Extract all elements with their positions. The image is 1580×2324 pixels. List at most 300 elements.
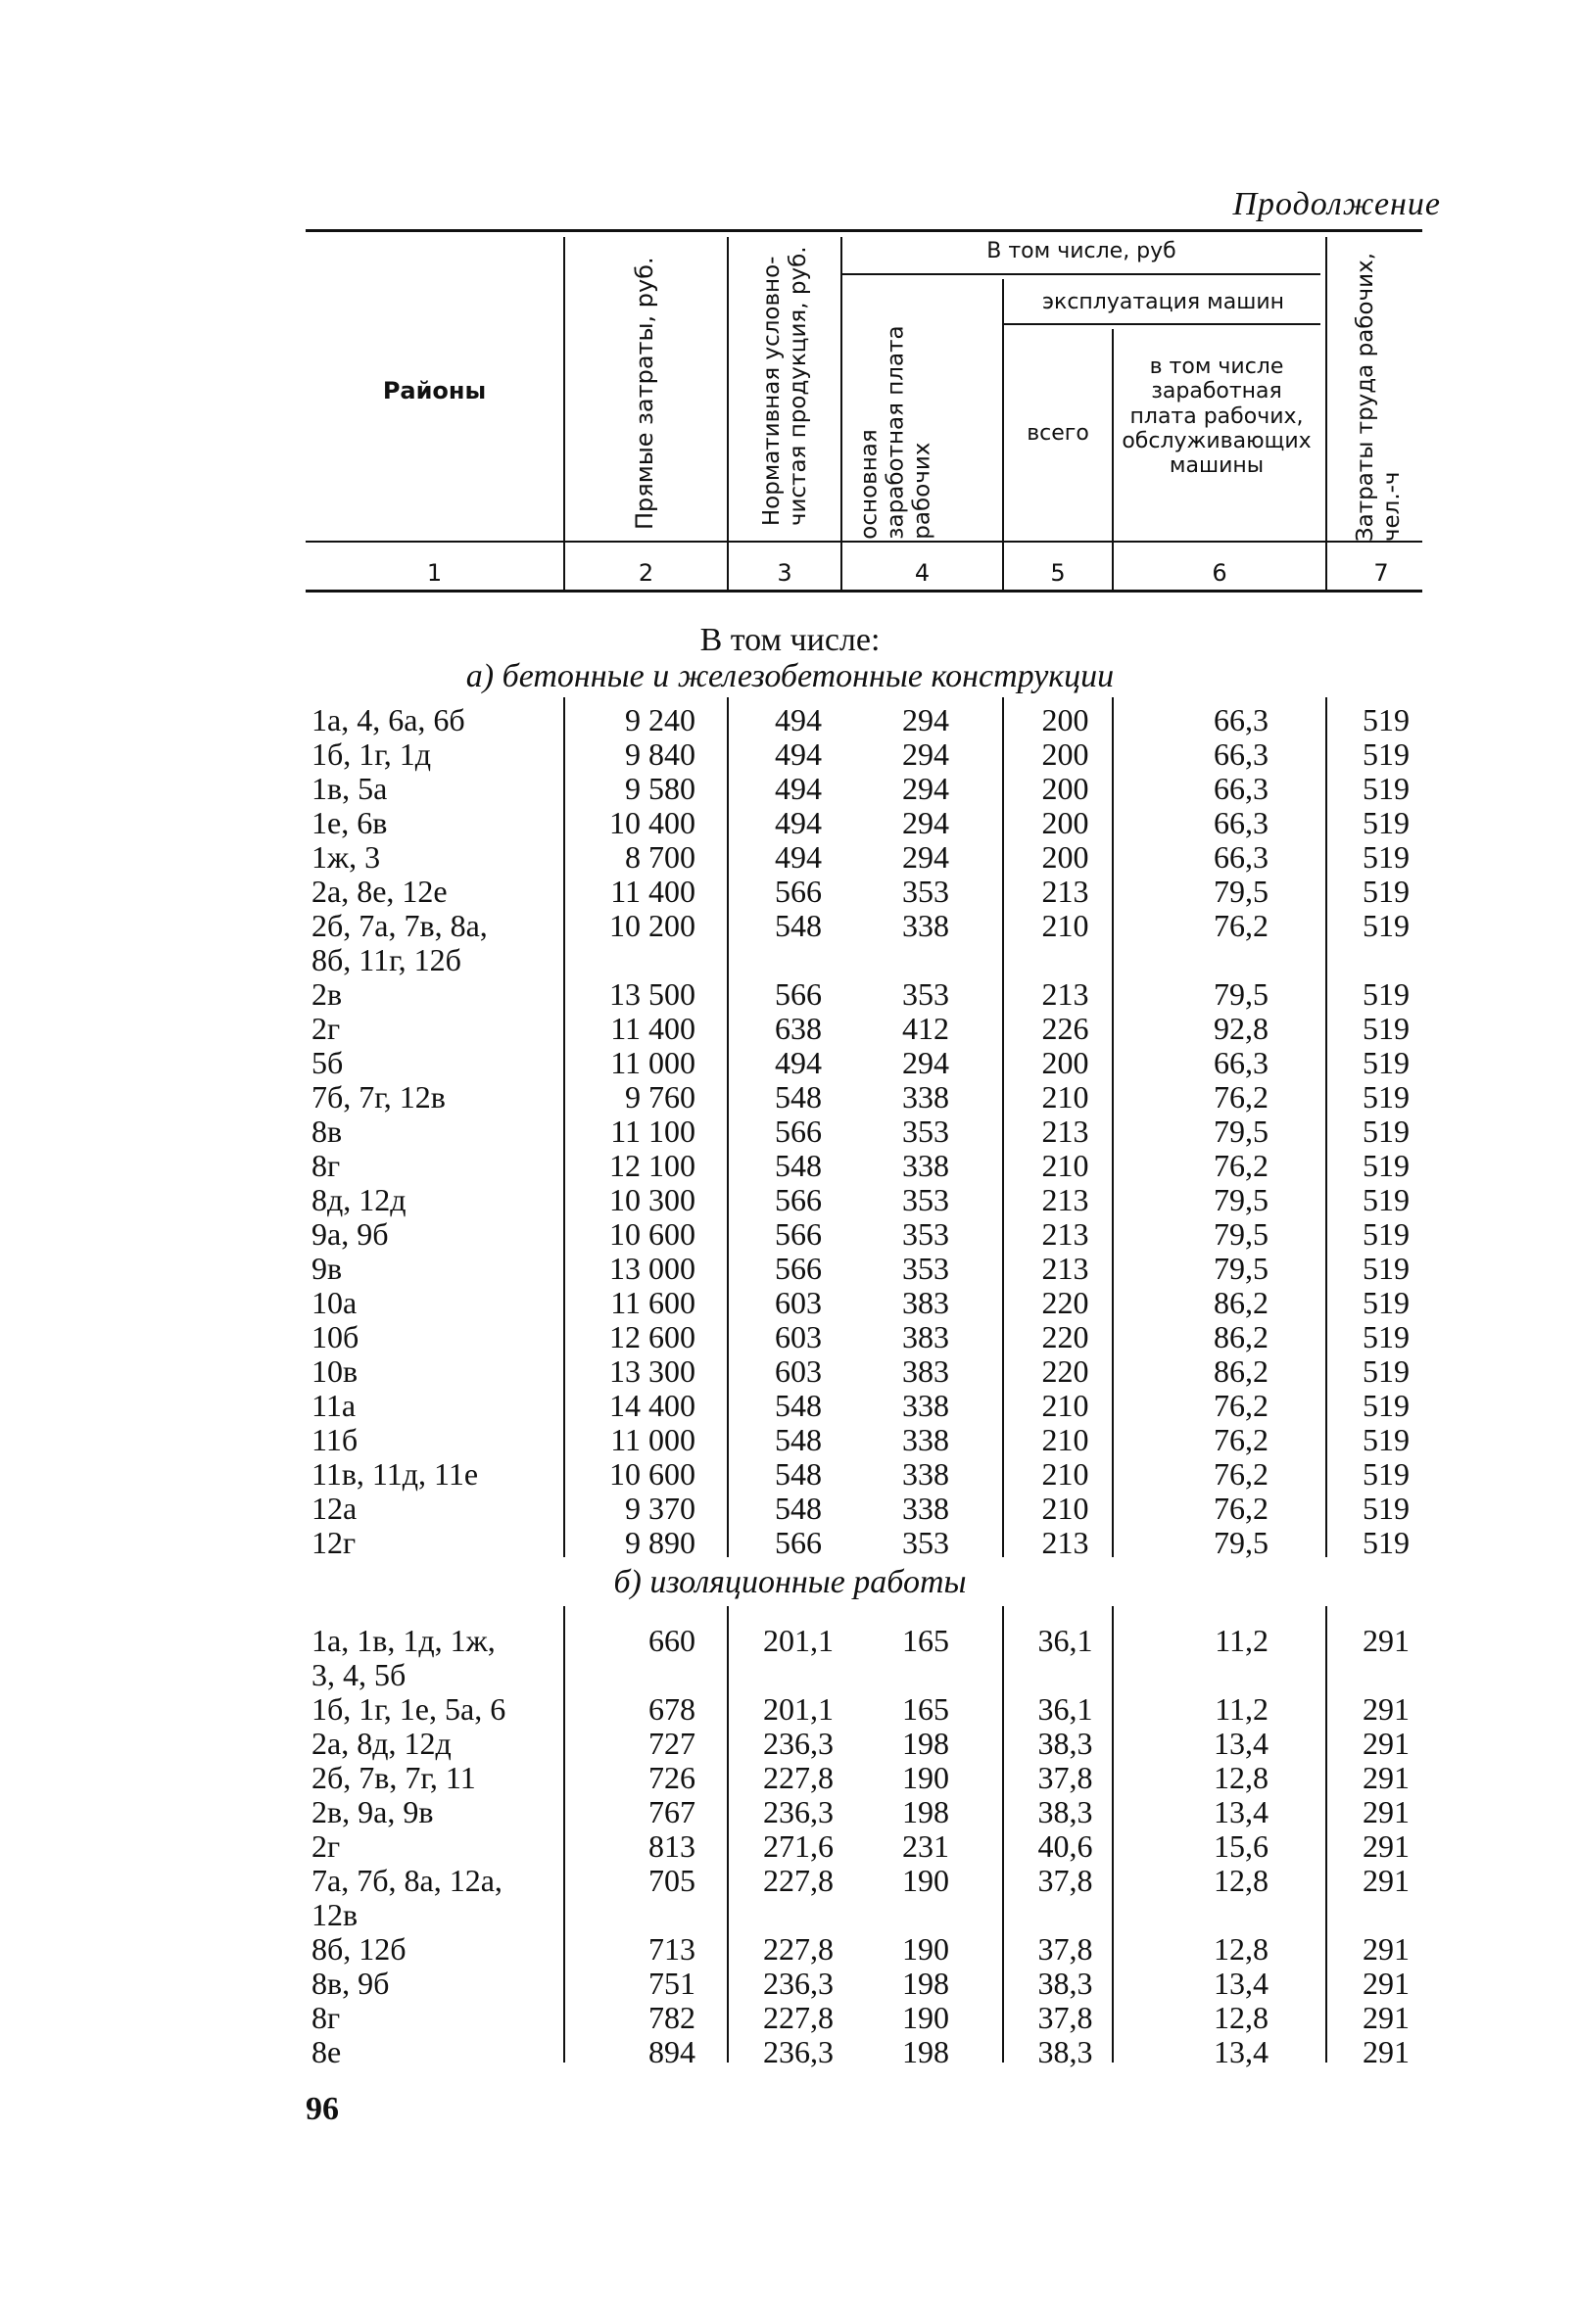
base-wages-cell: 383 bbox=[902, 1285, 949, 1320]
table-row bbox=[0, 1252, 1580, 1286]
continuation-label: Продолжение bbox=[1232, 186, 1441, 222]
machine-wages-cell: 11,2 bbox=[1215, 1623, 1269, 1658]
machines-total-cell: 210 bbox=[1041, 1148, 1089, 1183]
machine-wages-cell: 12,8 bbox=[1214, 2000, 1269, 2035]
base-wages-cell: 190 bbox=[902, 1931, 949, 1967]
header-divider bbox=[727, 237, 729, 590]
normative-product-cell: 201,1 bbox=[763, 1623, 834, 1658]
base-wages-cell: 294 bbox=[902, 839, 949, 875]
labor-costs-cell: 519 bbox=[1363, 805, 1410, 840]
machines-total-cell: 36,1 bbox=[1037, 1623, 1093, 1658]
header-machine-wages: в том числе заработная плата рабочих, обслуживающих машины bbox=[1122, 355, 1312, 479]
district-cell: 2б, 7а, 7в, 8а, bbox=[311, 908, 488, 943]
labor-costs-cell: 291 bbox=[1363, 1691, 1410, 1727]
header-districts: Районы bbox=[382, 377, 487, 404]
header-labor-costs: Затраты труда рабочих, чел.-ч bbox=[1352, 252, 1405, 543]
table-row bbox=[0, 1692, 1580, 1727]
table-row bbox=[0, 1183, 1580, 1217]
labor-costs-cell: 291 bbox=[1363, 1726, 1410, 1761]
machine-wages-cell: 79,5 bbox=[1214, 1114, 1269, 1149]
table-row bbox=[0, 875, 1580, 909]
column-number: 6 bbox=[1212, 559, 1227, 587]
table-row bbox=[0, 1624, 1580, 1692]
table-row bbox=[0, 1217, 1580, 1252]
labor-costs-cell: 519 bbox=[1363, 771, 1410, 806]
normative-product-cell: 271,6 bbox=[763, 1828, 834, 1864]
district-cell: 8г bbox=[311, 1148, 341, 1183]
machine-wages-cell: 79,5 bbox=[1214, 1216, 1269, 1252]
base-wages-cell: 353 bbox=[902, 874, 949, 909]
machine-wages-cell: 76,2 bbox=[1214, 1148, 1269, 1183]
table-row bbox=[0, 1149, 1580, 1183]
machines-total-cell: 210 bbox=[1041, 1491, 1089, 1526]
direct-costs-cell: 12 600 bbox=[609, 1319, 695, 1354]
machines-total-cell: 37,8 bbox=[1037, 2000, 1093, 2035]
direct-costs-cell: 13 000 bbox=[609, 1251, 695, 1286]
base-wages-cell: 198 bbox=[902, 1794, 949, 1829]
district-cell: 10в bbox=[311, 1353, 359, 1389]
machine-wages-cell: 76,2 bbox=[1214, 1422, 1269, 1457]
direct-costs-cell: 813 bbox=[648, 1828, 695, 1864]
normative-product-cell: 494 bbox=[775, 839, 822, 875]
labor-costs-cell: 519 bbox=[1363, 1525, 1410, 1560]
labor-costs-cell: 519 bbox=[1363, 1079, 1410, 1115]
table-row bbox=[0, 1967, 1580, 2001]
machines-total-cell: 226 bbox=[1041, 1011, 1089, 1046]
normative-product-cell: 548 bbox=[775, 1079, 822, 1115]
direct-costs-cell: 713 bbox=[648, 1931, 695, 1967]
normative-product-cell: 566 bbox=[775, 1525, 822, 1560]
district-cell: 2в bbox=[311, 976, 343, 1012]
machines-total-cell: 220 bbox=[1041, 1285, 1089, 1320]
base-wages-cell: 165 bbox=[902, 1623, 949, 1658]
direct-costs-cell: 782 bbox=[648, 2000, 695, 2035]
normative-product-cell: 566 bbox=[775, 1182, 822, 1217]
normative-product-cell: 548 bbox=[775, 1148, 822, 1183]
direct-costs-cell: 10 400 bbox=[609, 805, 695, 840]
direct-costs-cell: 10 600 bbox=[609, 1216, 695, 1252]
machine-wages-cell: 66,3 bbox=[1214, 1045, 1269, 1080]
base-wages-cell: 338 bbox=[902, 1148, 949, 1183]
machines-total-cell: 200 bbox=[1041, 839, 1089, 875]
machines-total-cell: 200 bbox=[1041, 702, 1089, 737]
header-normative-product: Нормативная условно-чистая продукция, руб. bbox=[758, 246, 811, 527]
labor-costs-cell: 519 bbox=[1363, 1045, 1410, 1080]
direct-costs-cell: 11 000 bbox=[610, 1422, 695, 1457]
district-cell: 10б bbox=[311, 1319, 359, 1354]
direct-costs-cell: 767 bbox=[648, 1794, 695, 1829]
district-cell: 1а, 4, 6а, 6б bbox=[311, 702, 465, 737]
district-cell: 1б, 1г, 1д bbox=[311, 736, 432, 772]
direct-costs-cell: 9 240 bbox=[625, 702, 695, 737]
direct-costs-cell: 751 bbox=[648, 1966, 695, 2001]
table-row bbox=[0, 1932, 1580, 1967]
machine-wages-cell: 66,3 bbox=[1214, 736, 1269, 772]
direct-costs-cell: 705 bbox=[648, 1863, 695, 1898]
machines-total-cell: 38,3 bbox=[1037, 1794, 1093, 1829]
section-b-rows bbox=[0, 1624, 1580, 2069]
machines-total-cell: 200 bbox=[1041, 1045, 1089, 1080]
labor-costs-cell: 291 bbox=[1363, 1794, 1410, 1829]
district-cell: 2г bbox=[311, 1828, 341, 1864]
machine-wages-cell: 79,5 bbox=[1214, 1182, 1269, 1217]
header-machine-operation: эксплуатация машин bbox=[1041, 290, 1285, 314]
direct-costs-cell: 660 bbox=[648, 1623, 695, 1658]
normative-product-cell: 603 bbox=[775, 1353, 822, 1389]
table-row bbox=[0, 2001, 1580, 2035]
district-cell: 2а, 8д, 12д bbox=[311, 1726, 452, 1761]
direct-costs-cell: 9 580 bbox=[625, 771, 695, 806]
normative-product-cell: 494 bbox=[775, 702, 822, 737]
district-cell: 2б, 7в, 7г, 11 bbox=[311, 1760, 476, 1795]
direct-costs-cell: 11 400 bbox=[610, 874, 695, 909]
base-wages-cell: 353 bbox=[902, 1182, 949, 1217]
machine-wages-cell: 76,2 bbox=[1214, 1388, 1269, 1423]
machine-wages-cell: 76,2 bbox=[1214, 1456, 1269, 1492]
table-row bbox=[0, 1457, 1580, 1492]
base-wages-cell: 294 bbox=[902, 805, 949, 840]
base-wages-cell: 338 bbox=[902, 1456, 949, 1492]
district-cell: 10а bbox=[311, 1285, 358, 1320]
base-wages-cell: 190 bbox=[902, 2000, 949, 2035]
machines-total-cell: 213 bbox=[1041, 1216, 1089, 1252]
machine-wages-cell: 79,5 bbox=[1214, 874, 1269, 909]
machine-wages-cell: 79,5 bbox=[1214, 976, 1269, 1012]
machine-wages-cell: 13,4 bbox=[1214, 1966, 1269, 2001]
district-cell: 12г bbox=[311, 1525, 357, 1560]
direct-costs-cell: 12 100 bbox=[609, 1148, 695, 1183]
normative-product-cell: 566 bbox=[775, 1114, 822, 1149]
table-row bbox=[0, 2035, 1580, 2069]
table-row bbox=[0, 1080, 1580, 1115]
labor-costs-cell: 519 bbox=[1363, 839, 1410, 875]
district-cell: 11а bbox=[311, 1388, 357, 1423]
header-machines-rule bbox=[1002, 323, 1320, 325]
direct-costs-cell: 9 840 bbox=[625, 736, 695, 772]
labor-costs-cell: 519 bbox=[1363, 976, 1410, 1012]
labor-costs-cell: 519 bbox=[1363, 908, 1410, 943]
machines-total-cell: 37,8 bbox=[1037, 1863, 1093, 1898]
normative-product-cell: 201,1 bbox=[763, 1691, 834, 1727]
direct-costs-cell: 9 890 bbox=[625, 1525, 695, 1560]
table-row bbox=[0, 1423, 1580, 1457]
labor-costs-cell: 291 bbox=[1363, 2000, 1410, 2035]
machines-total-cell: 38,3 bbox=[1037, 2034, 1093, 2069]
labor-costs-cell: 519 bbox=[1363, 736, 1410, 772]
normative-product-cell: 548 bbox=[775, 1388, 822, 1423]
base-wages-cell: 294 bbox=[902, 771, 949, 806]
machines-total-cell: 200 bbox=[1041, 805, 1089, 840]
base-wages-cell: 198 bbox=[902, 1726, 949, 1761]
table-row bbox=[0, 1492, 1580, 1526]
district-cell: 1в, 5а bbox=[311, 771, 388, 806]
direct-costs-cell: 14 400 bbox=[609, 1388, 695, 1423]
normative-product-cell: 227,8 bbox=[763, 1863, 834, 1898]
table-row bbox=[0, 806, 1580, 840]
machine-wages-cell: 76,2 bbox=[1214, 1491, 1269, 1526]
labor-costs-cell: 519 bbox=[1363, 1388, 1410, 1423]
machines-total-cell: 213 bbox=[1041, 976, 1089, 1012]
normative-product-cell: 236,3 bbox=[763, 1966, 834, 2001]
machines-total-cell: 36,1 bbox=[1037, 1691, 1093, 1727]
direct-costs-cell: 894 bbox=[648, 2034, 695, 2069]
labor-costs-cell: 519 bbox=[1363, 1422, 1410, 1457]
section-a-title: а) бетонные и железобетонные конструкции bbox=[465, 658, 1115, 694]
machine-wages-cell: 86,2 bbox=[1214, 1285, 1269, 1320]
table-row bbox=[0, 1354, 1580, 1389]
district-cell: 11б bbox=[311, 1422, 359, 1457]
normative-product-cell: 603 bbox=[775, 1285, 822, 1320]
labor-costs-cell: 291 bbox=[1363, 1863, 1410, 1898]
machines-total-cell: 200 bbox=[1041, 736, 1089, 772]
base-wages-cell: 294 bbox=[902, 736, 949, 772]
table-row bbox=[0, 977, 1580, 1012]
base-wages-cell: 294 bbox=[902, 1045, 949, 1080]
direct-costs-cell: 11 400 bbox=[610, 1011, 695, 1046]
column-number: 5 bbox=[1050, 559, 1066, 587]
machine-wages-cell: 15,6 bbox=[1214, 1828, 1269, 1864]
header-divider bbox=[563, 237, 565, 590]
direct-costs-cell: 10 600 bbox=[609, 1456, 695, 1492]
district-cell: 8в, 9б bbox=[311, 1966, 390, 2001]
district-cell: 9в bbox=[311, 1251, 343, 1286]
labor-costs-cell: 519 bbox=[1363, 1251, 1410, 1286]
table-row bbox=[0, 1012, 1580, 1046]
header-divider bbox=[840, 237, 842, 590]
base-wages-cell: 383 bbox=[902, 1353, 949, 1389]
base-wages-cell: 353 bbox=[902, 1216, 949, 1252]
base-wages-cell: 383 bbox=[902, 1319, 949, 1354]
header-divider bbox=[1325, 237, 1327, 590]
base-wages-cell: 231 bbox=[902, 1828, 949, 1864]
labor-costs-cell: 291 bbox=[1363, 1828, 1410, 1864]
machine-wages-cell: 79,5 bbox=[1214, 1525, 1269, 1560]
district-cell: 8е bbox=[311, 2034, 342, 2069]
table-row bbox=[0, 1795, 1580, 1829]
section-b-title: б) изоляционные работы bbox=[613, 1564, 967, 1600]
column-number: 3 bbox=[777, 559, 792, 587]
base-wages-cell: 198 bbox=[902, 2034, 949, 2069]
machine-wages-cell: 13,4 bbox=[1214, 2034, 1269, 2069]
normative-product-cell: 494 bbox=[775, 771, 822, 806]
header-total: всего bbox=[1027, 421, 1089, 446]
district-cell: 8г bbox=[311, 2000, 341, 2035]
labor-costs-cell: 519 bbox=[1363, 1148, 1410, 1183]
direct-costs-cell: 11 000 bbox=[610, 1045, 695, 1080]
district-cell: 12а bbox=[311, 1491, 358, 1526]
normative-product-cell: 494 bbox=[775, 1045, 822, 1080]
direct-costs-cell: 726 bbox=[648, 1760, 695, 1795]
table-row bbox=[0, 772, 1580, 806]
column-number: 4 bbox=[914, 559, 931, 587]
machine-wages-cell: 13,4 bbox=[1214, 1794, 1269, 1829]
table-row bbox=[0, 1526, 1580, 1560]
normative-product-cell: 566 bbox=[775, 874, 822, 909]
machine-wages-cell: 76,2 bbox=[1214, 1079, 1269, 1115]
labor-costs-cell: 519 bbox=[1363, 874, 1410, 909]
machine-wages-cell: 12,8 bbox=[1214, 1931, 1269, 1967]
normative-product-cell: 227,8 bbox=[763, 1931, 834, 1967]
header-divider bbox=[1112, 329, 1114, 590]
page-number: 96 bbox=[306, 2091, 339, 2127]
table-row bbox=[0, 909, 1580, 977]
district-cell: 9а, 9б bbox=[311, 1216, 389, 1252]
labor-costs-cell: 519 bbox=[1363, 1456, 1410, 1492]
district-cell: 5б bbox=[311, 1045, 344, 1080]
machine-wages-cell: 79,5 bbox=[1214, 1251, 1269, 1286]
machines-total-cell: 210 bbox=[1041, 1422, 1089, 1457]
machines-total-cell: 213 bbox=[1041, 1525, 1089, 1560]
labor-costs-cell: 291 bbox=[1363, 2034, 1410, 2069]
base-wages-cell: 338 bbox=[902, 1422, 949, 1457]
machine-wages-cell: 86,2 bbox=[1214, 1319, 1269, 1354]
machine-wages-cell: 66,3 bbox=[1214, 702, 1269, 737]
direct-costs-cell: 678 bbox=[648, 1691, 695, 1727]
table-row bbox=[0, 1727, 1580, 1761]
machines-total-cell: 38,3 bbox=[1037, 1726, 1093, 1761]
header-bottom-rule bbox=[306, 541, 1422, 543]
labor-costs-cell: 519 bbox=[1363, 1114, 1410, 1149]
labor-costs-cell: 291 bbox=[1363, 1760, 1410, 1795]
normative-product-cell: 638 bbox=[775, 1011, 822, 1046]
district-cell-continuation: 12в bbox=[311, 1897, 359, 1932]
base-wages-cell: 338 bbox=[902, 1491, 949, 1526]
table-row bbox=[0, 1286, 1580, 1320]
machines-total-cell: 210 bbox=[1041, 1079, 1089, 1115]
direct-costs-cell: 13 300 bbox=[609, 1353, 695, 1389]
machine-wages-cell: 12,8 bbox=[1214, 1760, 1269, 1795]
machines-total-cell: 213 bbox=[1041, 1114, 1089, 1149]
district-cell: 7а, 7б, 8а, 12а, bbox=[311, 1863, 503, 1898]
labor-costs-cell: 519 bbox=[1363, 1353, 1410, 1389]
column-number: 7 bbox=[1373, 559, 1389, 587]
labor-costs-cell: 291 bbox=[1363, 1966, 1410, 2001]
column-number: 2 bbox=[638, 559, 654, 587]
machines-total-cell: 38,3 bbox=[1037, 1966, 1093, 2001]
normative-product-cell: 566 bbox=[775, 1251, 822, 1286]
base-wages-cell: 412 bbox=[902, 1011, 949, 1046]
normative-product-cell: 548 bbox=[775, 1491, 822, 1526]
normative-product-cell: 566 bbox=[775, 1216, 822, 1252]
table-row bbox=[0, 1046, 1580, 1080]
district-cell: 8б, 12б bbox=[311, 1931, 407, 1967]
base-wages-cell: 353 bbox=[902, 976, 949, 1012]
direct-costs-cell: 727 bbox=[648, 1726, 695, 1761]
machines-total-cell: 220 bbox=[1041, 1319, 1089, 1354]
table-row bbox=[0, 737, 1580, 772]
column-number: 1 bbox=[426, 559, 443, 587]
machines-total-cell: 40,6 bbox=[1037, 1828, 1093, 1864]
machines-total-cell: 213 bbox=[1041, 1182, 1089, 1217]
normative-product-cell: 548 bbox=[775, 1422, 822, 1457]
base-wages-cell: 294 bbox=[902, 702, 949, 737]
base-wages-cell: 198 bbox=[902, 1966, 949, 2001]
district-cell: 7б, 7г, 12в bbox=[311, 1079, 446, 1115]
normative-product-cell: 603 bbox=[775, 1319, 822, 1354]
normative-product-cell: 566 bbox=[775, 976, 822, 1012]
district-cell: 1а, 1в, 1д, 1ж, bbox=[311, 1623, 496, 1658]
machine-wages-cell: 11,2 bbox=[1215, 1691, 1269, 1727]
machines-total-cell: 200 bbox=[1041, 771, 1089, 806]
direct-costs-cell: 8 700 bbox=[625, 839, 695, 875]
normative-product-cell: 236,3 bbox=[763, 2034, 834, 2069]
machine-wages-cell: 92,8 bbox=[1214, 1011, 1269, 1046]
section-a-rows bbox=[0, 703, 1580, 1560]
machine-wages-cell: 66,3 bbox=[1214, 771, 1269, 806]
labor-costs-cell: 519 bbox=[1363, 1011, 1410, 1046]
district-cell: 2а, 8е, 12е bbox=[311, 874, 448, 909]
machines-total-cell: 210 bbox=[1041, 1456, 1089, 1492]
table-row bbox=[0, 1829, 1580, 1864]
labor-costs-cell: 519 bbox=[1363, 1319, 1410, 1354]
including-heading: В том числе: bbox=[699, 622, 881, 658]
normative-product-cell: 494 bbox=[775, 736, 822, 772]
machine-wages-cell: 86,2 bbox=[1214, 1353, 1269, 1389]
machines-total-cell: 210 bbox=[1041, 908, 1089, 943]
district-cell: 11в, 11д, 11е bbox=[311, 1456, 479, 1492]
district-cell: 2г bbox=[311, 1011, 341, 1046]
table-row bbox=[0, 1761, 1580, 1795]
direct-costs-cell: 10 300 bbox=[609, 1182, 695, 1217]
direct-costs-cell: 9 370 bbox=[625, 1491, 695, 1526]
base-wages-cell: 338 bbox=[902, 1388, 949, 1423]
table-row bbox=[0, 703, 1580, 737]
header-base-wages: основная заработная плата рабочих bbox=[856, 325, 935, 540]
machine-wages-cell: 76,2 bbox=[1214, 908, 1269, 943]
header-group-rule bbox=[840, 273, 1320, 275]
table-row bbox=[0, 1864, 1580, 1932]
labor-costs-cell: 519 bbox=[1363, 1216, 1410, 1252]
base-wages-cell: 338 bbox=[902, 908, 949, 943]
labor-costs-cell: 291 bbox=[1363, 1931, 1410, 1967]
machine-wages-cell: 12,8 bbox=[1214, 1863, 1269, 1898]
header-direct-costs: Прямые затраты, руб. bbox=[631, 257, 658, 530]
labor-costs-cell: 519 bbox=[1363, 1491, 1410, 1526]
district-cell: 2в, 9а, 9в bbox=[311, 1794, 434, 1829]
table-row bbox=[0, 1389, 1580, 1423]
direct-costs-cell: 10 200 bbox=[609, 908, 695, 943]
district-cell-continuation: 3, 4, 5б bbox=[311, 1657, 407, 1692]
normative-product-cell: 548 bbox=[775, 1456, 822, 1492]
direct-costs-cell: 11 100 bbox=[610, 1114, 695, 1149]
normative-product-cell: 227,8 bbox=[763, 1760, 834, 1795]
machine-wages-cell: 66,3 bbox=[1214, 839, 1269, 875]
district-cell: 1ж, 3 bbox=[311, 839, 381, 875]
normative-product-cell: 236,3 bbox=[763, 1794, 834, 1829]
header-group-including: В том числе, руб bbox=[986, 239, 1176, 263]
district-cell: 8д, 12д bbox=[311, 1182, 407, 1217]
labor-costs-cell: 519 bbox=[1363, 702, 1410, 737]
direct-costs-cell: 11 600 bbox=[610, 1285, 695, 1320]
base-wages-cell: 353 bbox=[902, 1251, 949, 1286]
base-wages-cell: 353 bbox=[902, 1525, 949, 1560]
table-row bbox=[0, 840, 1580, 875]
table-row bbox=[0, 1320, 1580, 1354]
district-cell: 8в bbox=[311, 1114, 343, 1149]
base-wages-cell: 338 bbox=[902, 1079, 949, 1115]
labor-costs-cell: 291 bbox=[1363, 1623, 1410, 1658]
machine-wages-cell: 66,3 bbox=[1214, 805, 1269, 840]
normative-product-cell: 494 bbox=[775, 805, 822, 840]
district-cell-continuation: 8б, 11г, 12б bbox=[311, 942, 461, 977]
labor-costs-cell: 519 bbox=[1363, 1285, 1410, 1320]
base-wages-cell: 190 bbox=[902, 1863, 949, 1898]
direct-costs-cell: 13 500 bbox=[609, 976, 695, 1012]
normative-product-cell: 236,3 bbox=[763, 1726, 834, 1761]
district-cell: 1е, 6в bbox=[311, 805, 388, 840]
machines-total-cell: 220 bbox=[1041, 1353, 1089, 1389]
normative-product-cell: 227,8 bbox=[763, 2000, 834, 2035]
